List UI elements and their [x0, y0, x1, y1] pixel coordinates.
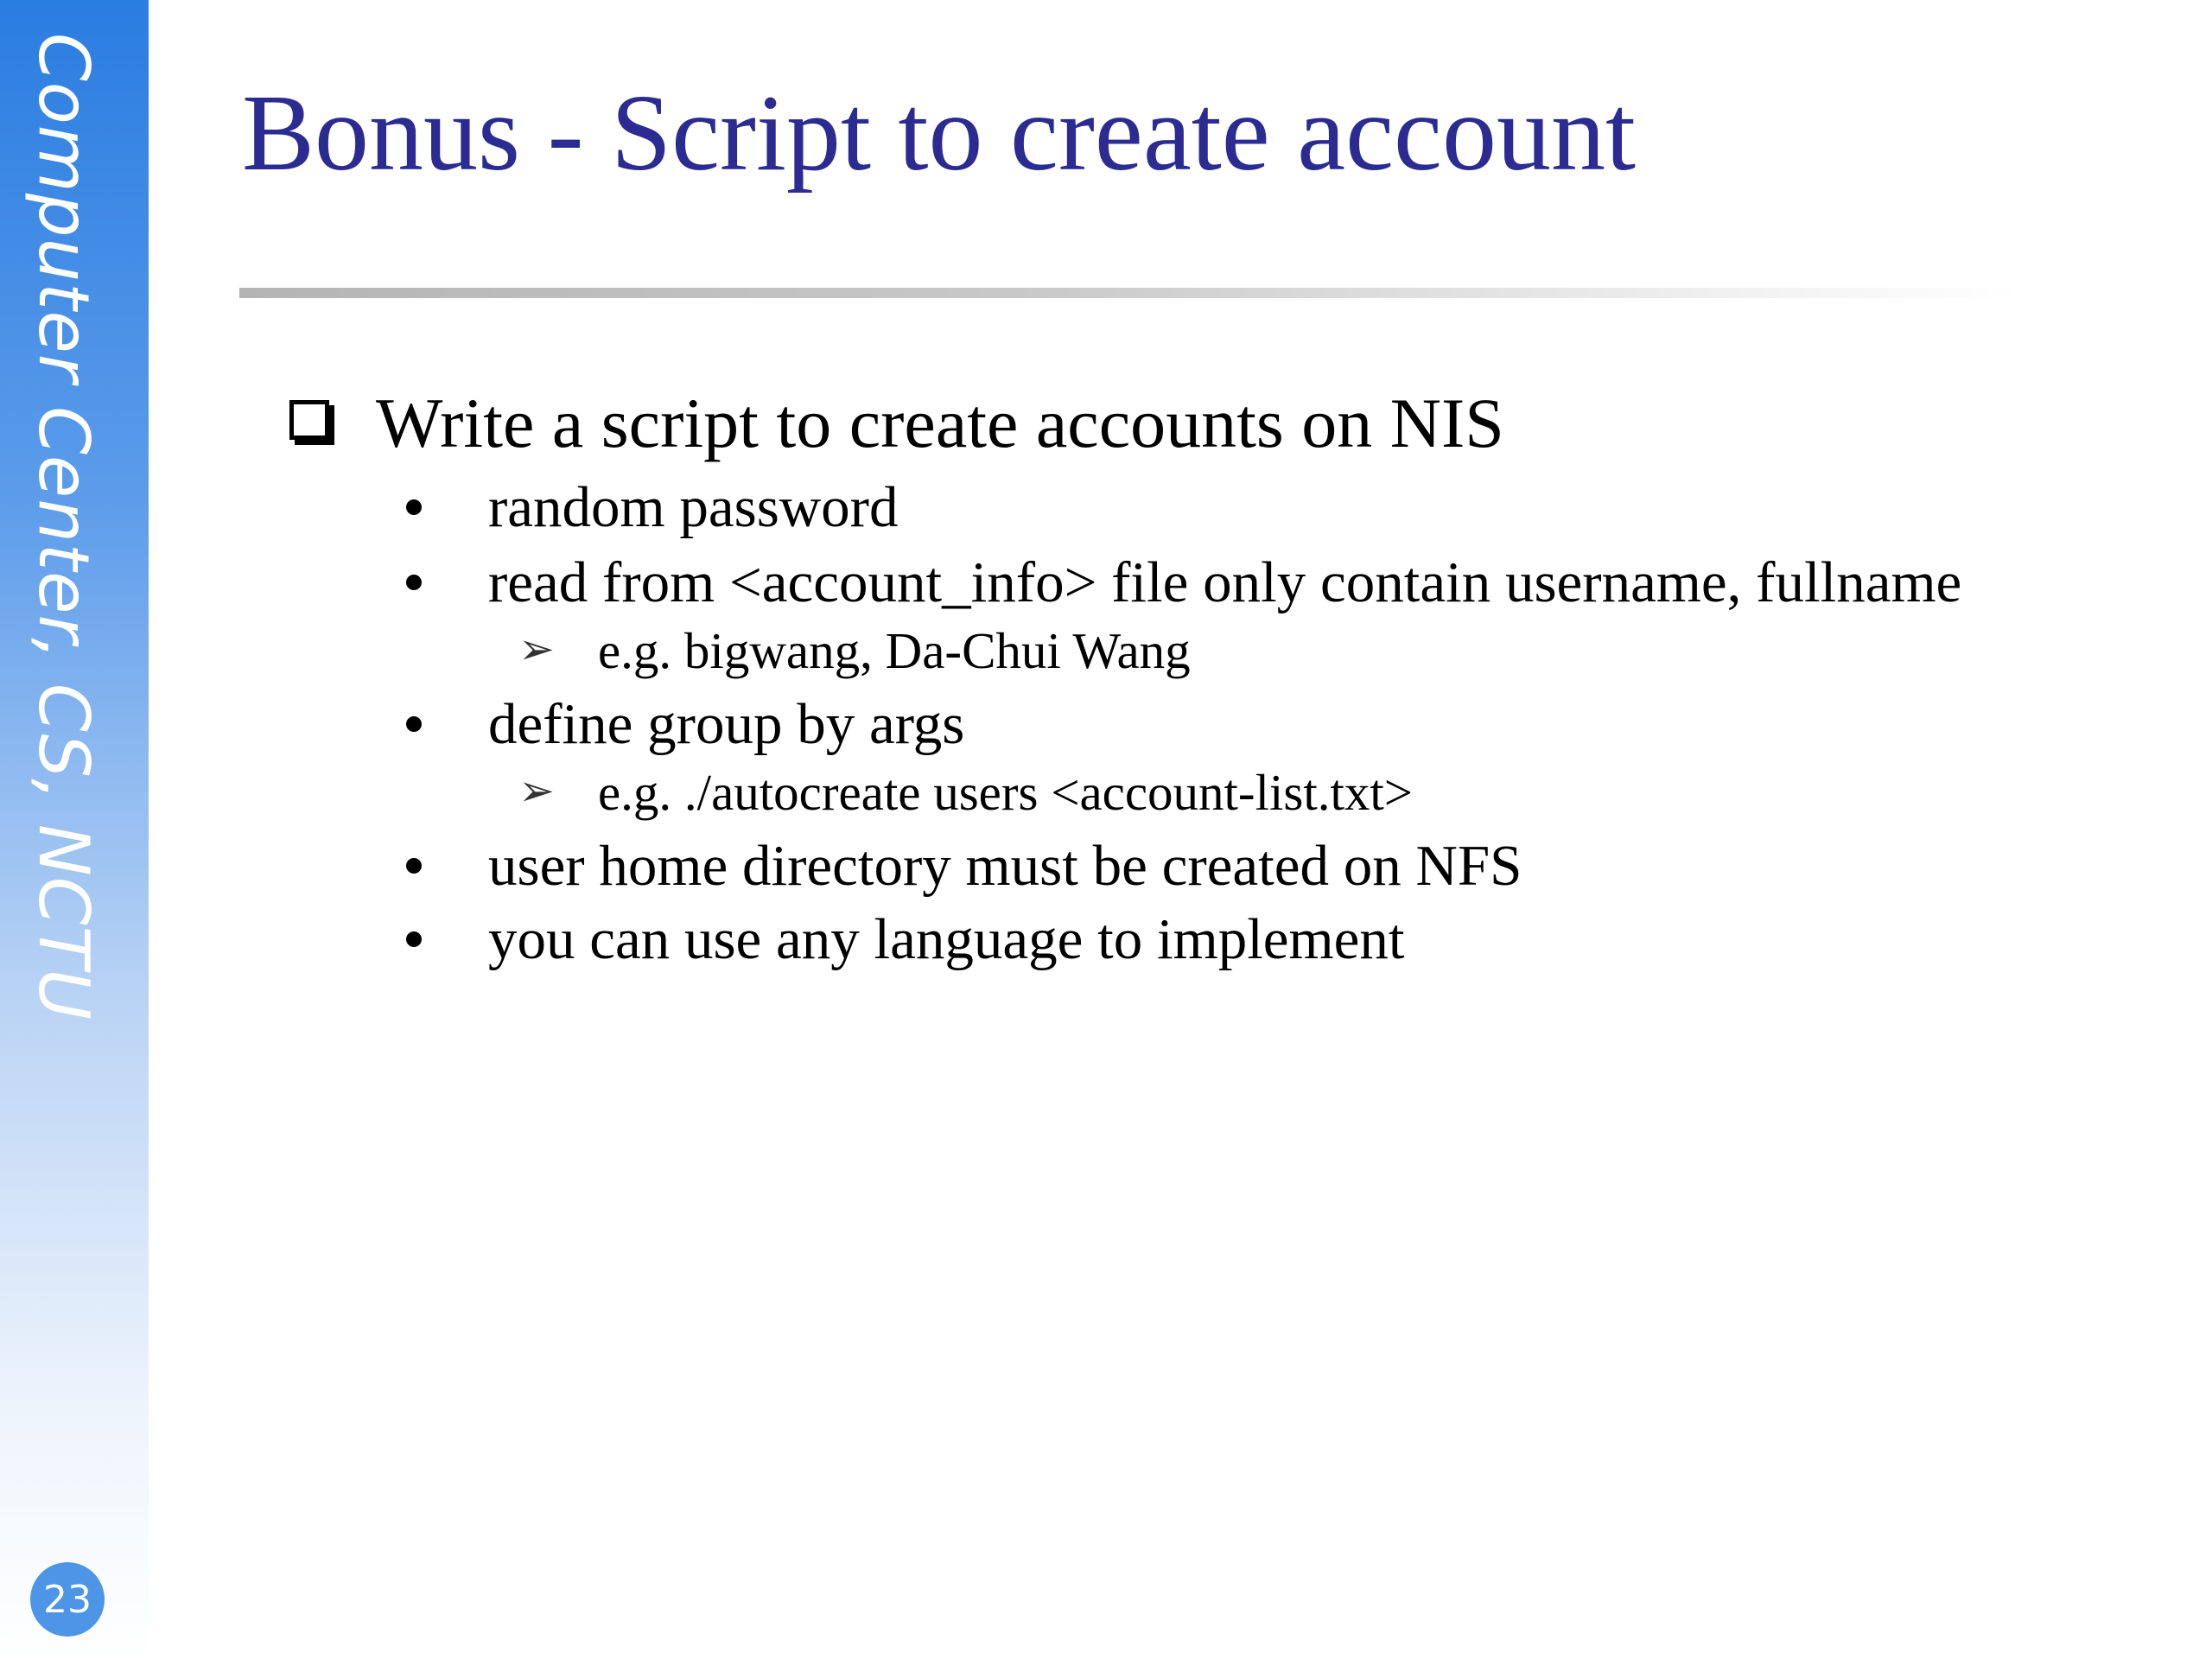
bullet-item-level0: Write a script to create accounts on NIS: [376, 384, 1504, 462]
bullet-dot-icon: [406, 858, 422, 874]
bullet-dot-icon: [406, 716, 422, 732]
arrow-bullet-icon: ➢: [518, 624, 555, 674]
bullet-item-level1: read from <account_info> file only contain username, fullname: [488, 550, 1962, 614]
bullet-item-level1: user home directory must be created on NFS: [488, 834, 1522, 898]
bullet-item-level1: random password: [488, 475, 899, 539]
sidebar-vertical-text: Computer Center, CS, NCTU: [23, 33, 104, 1021]
bullet-item-level1: you can use any language to implement: [488, 907, 1405, 971]
side-bar: [0, 0, 149, 1659]
bullet-item-level2: e.g. ./autocreate users <account-list.txt>: [598, 764, 1414, 821]
title-divider: [239, 288, 2019, 298]
checkbox-bullet-icon: [289, 400, 329, 440]
slide-title: Bonus - Script to create account: [242, 73, 1636, 194]
bullet-item-level1: define group by args: [488, 692, 965, 756]
arrow-bullet-icon: ➢: [518, 766, 555, 816]
page-number-badge: 23: [30, 1562, 105, 1637]
bullet-dot-icon: [406, 575, 422, 590]
bullet-dot-icon: [406, 499, 422, 515]
bullet-item-level2: e.g. bigwang, Da-Chui Wang: [598, 622, 1191, 679]
bullet-dot-icon: [406, 931, 422, 947]
